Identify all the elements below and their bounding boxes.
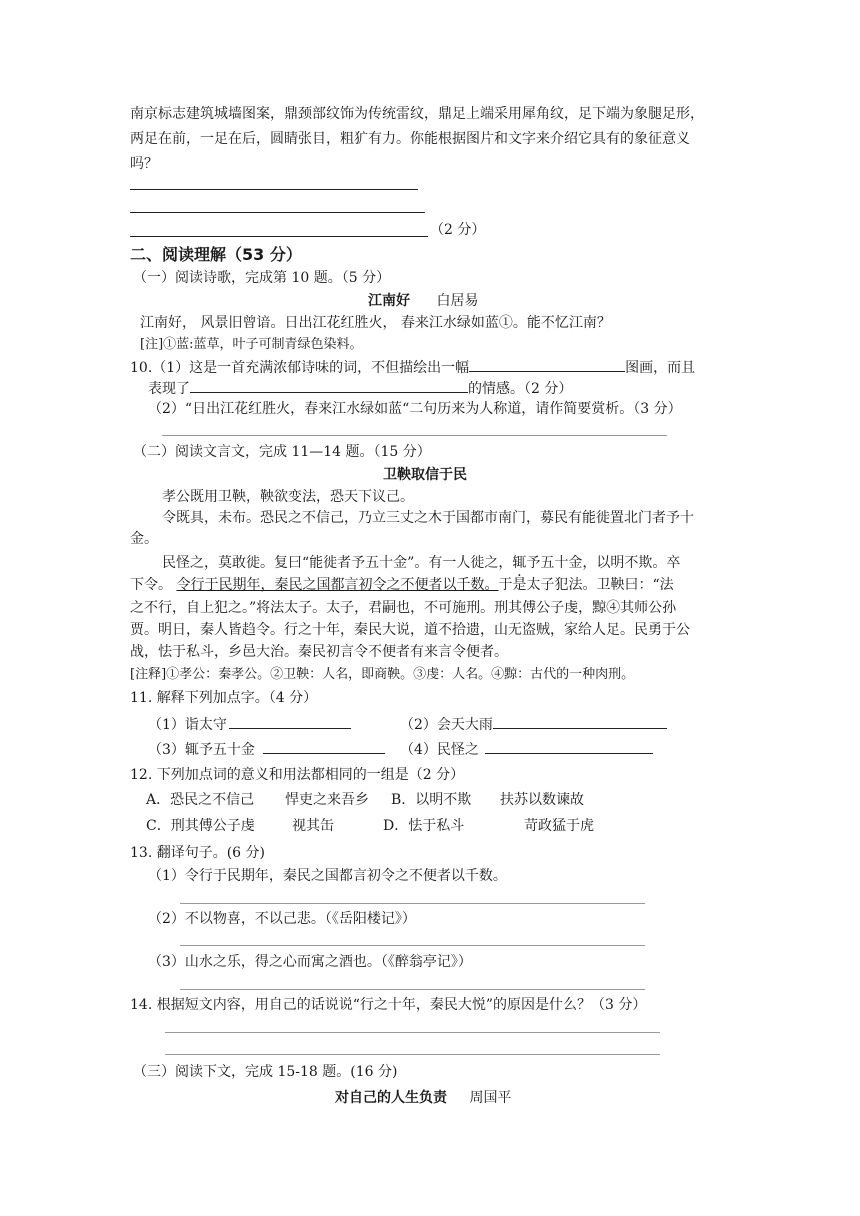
q13-item-1: （1）令行于民期年，秦民之国都言初令之不便者以千数。 <box>148 868 507 884</box>
answer-line <box>180 989 645 990</box>
q14-prompt: 14. 根据短文内容，用自己的话说说“行之十年，秦民大悦”的原因是什么？（3 分） <box>130 997 647 1013</box>
poem-text: 江南好， 风景旧曾谙。日出江花红胜火， 春来江水绿如蓝①。能不忆江南？ <box>140 315 611 331</box>
q12-option-c1: C．刑其傅公子虔 <box>146 818 255 834</box>
part2-title: 卫鞅取信于民 <box>383 467 467 483</box>
text-segment: 予五十金，以明不欺。卒 <box>526 555 681 571</box>
text-p2a: 令既具，未布。恐民之不信己，乃立三丈之木于国都市南门，募民有能徙置北门者予十 <box>162 510 694 526</box>
q13-prompt: 13. 翻译句子。(6 分) <box>130 845 265 861</box>
q11-item-3 <box>148 738 385 760</box>
q13-item-3: （3）山水之乐，得之心而寓之酒也。（《醉翁亭记》） <box>148 954 472 970</box>
poem-title: 江南好 <box>368 293 410 309</box>
q10-1-text-b: 图画，而且 <box>625 360 696 376</box>
text-p3d: 贾。明日，秦人皆趋令。行之十年，秦民大说，道不拾遗，山无盗贼，家给人足。民勇于公 <box>130 622 690 638</box>
answer-line <box>130 236 428 237</box>
dotted-char: 辄 <box>512 555 527 571</box>
answer-line <box>130 189 418 190</box>
part3-title-line <box>335 1088 511 1108</box>
section-heading: 二、阅读理解（53 分） <box>130 245 302 264</box>
text-p3a <box>162 553 680 573</box>
underlined-sentence: 令行于民期年，秦民之国都言初令之不便者以千数。 <box>176 577 499 593</box>
text-p2b: 金。 <box>130 531 158 547</box>
answer-line <box>165 1054 660 1055</box>
q11-item-text: （4）民怪之 <box>400 742 479 758</box>
answer-line <box>180 945 645 946</box>
answer-line <box>130 212 425 213</box>
q11-item-text: （2）会天大雨 <box>400 717 493 733</box>
text-p3c: 之不行，自上犯之。”将法太子。太子，君嗣也，不可施刑。刑其傅公子虔，黥④其师公孙 <box>130 600 677 616</box>
poem-author: 白居易 <box>436 293 479 309</box>
q11-item-2 <box>400 713 667 735</box>
text-segment: 民怪之，莫敢徙。复曰“能徙者予五十金”。有一人徙之， <box>162 555 513 571</box>
q12-option-d2: 苛政猛于虎 <box>524 818 594 834</box>
answer-blank[interactable] <box>190 377 468 393</box>
part3-author: 周国平 <box>469 1090 512 1106</box>
q10-1-text-c: 表现了 <box>148 381 190 397</box>
q13-item-2: （2）不以物喜，不以己悲。（《岳阳楼记》） <box>148 911 416 927</box>
q11-item-text: （3）辄予五十金 <box>148 742 255 758</box>
answer-blank[interactable] <box>263 738 385 754</box>
answer-blank[interactable] <box>493 713 667 729</box>
poem-note: [注]①蓝:蓝草，叶子可制青绿色染料。 <box>140 337 363 352</box>
answer-line <box>180 903 645 904</box>
q12-option-b1: B．以明不欺 <box>391 792 472 808</box>
answer-blank[interactable] <box>485 738 653 754</box>
q10-1-line-2 <box>148 377 572 399</box>
intro-line-2: 两足在前，一足在后，圆睛张目，粗犷有力。你能根据图片和文字来介绍它具有的象征意义 <box>130 131 690 147</box>
intro-line-3: 吗？ <box>130 156 158 172</box>
q12-prompt: 12. 下列加点词的意义和用法都相同的一组是（2 分） <box>130 767 465 783</box>
part2-instruction: （二）阅读文言文，完成 11—14 题。（15 分） <box>133 444 431 460</box>
intro-line-1: 南京标志建筑城墙图案，鼎颈部纹饰为传统雷纹，鼎足上端采用犀角纹，足下端为象腿足形， <box>130 106 704 122</box>
text-p1: 孝公既用卫鞅，鞅欲变法，恐天下议己。 <box>162 489 414 505</box>
part3-instruction: （三）阅读下文，完成 15-18 题。(16 分) <box>133 1064 398 1080</box>
q10-1-text-a: 10.（1）这是一首充满浓郁诗味的词，不但描绘出一幅 <box>130 360 470 376</box>
q10-1-text-d: 的情感。（2 分） <box>468 381 573 397</box>
answer-blank[interactable] <box>469 356 625 372</box>
q12-option-c2: 视其缶 <box>292 818 334 834</box>
q11-prompt: 11. 解释下列加点字。（4 分） <box>130 690 318 706</box>
q12-option-a2: 悍吏之来吾乡 <box>285 792 369 808</box>
q10-1-line <box>130 356 695 378</box>
text-segment: 下令。 <box>130 577 177 593</box>
part1-instruction: （一）阅读诗歌，完成第 10 题。（5 分） <box>133 270 391 286</box>
text-p3e: 战，怯于私斗，乡邑大治。秦民初言令不便者有来言令便者。 <box>130 644 508 660</box>
answer-blank[interactable] <box>229 713 351 729</box>
answer-line <box>162 435 667 436</box>
answer-line <box>165 1032 660 1033</box>
q10-2: （2）“日出江花红胜火，春来江水绿如蓝“二句历来为人称道，请作简要赏析。（3 分） <box>148 401 682 417</box>
q12-option-d1: D．怯于私斗 <box>383 818 465 834</box>
part3-title: 对自己的人生负责 <box>335 1090 447 1106</box>
q11-item-text: （1）诣太守 <box>148 717 227 733</box>
q12-option-b2: 扶苏以数谏故 <box>500 792 584 808</box>
text-p3b <box>130 575 674 595</box>
poem-title-line <box>368 291 478 311</box>
q12-option-a1: A．恐民之不信己 <box>146 792 255 808</box>
text-note: [注释]①孝公：秦孝公。②卫鞅：人名，即商鞅。③虔：人名。④黥：古代的一种肉刑。 <box>130 667 635 682</box>
q11-item-1 <box>148 713 351 735</box>
q11-item-4 <box>400 738 653 760</box>
intro-score: （2 分） <box>430 222 486 238</box>
text-segment: 于是太子犯法。卫鞅曰：“法 <box>498 577 674 593</box>
